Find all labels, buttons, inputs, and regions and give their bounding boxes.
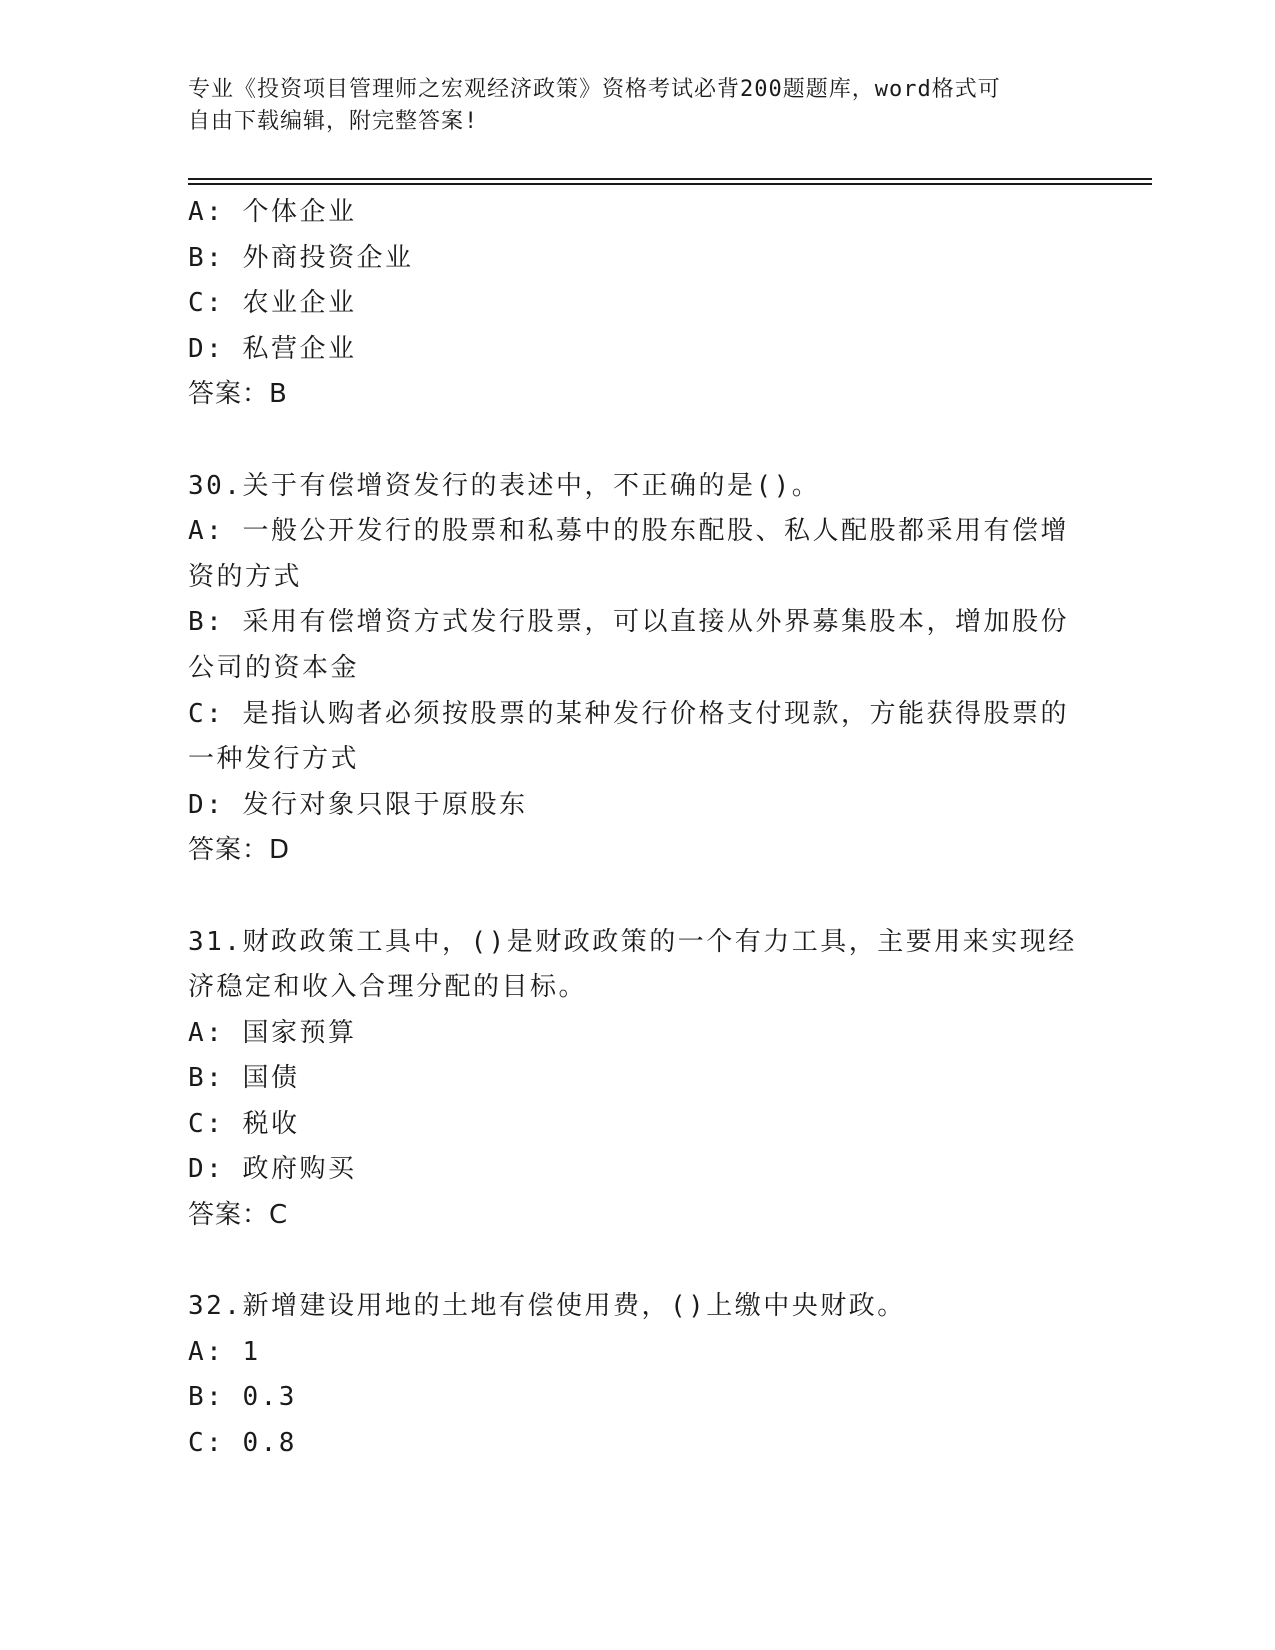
question-31-block [188,920,1088,1239]
question-30-block [188,464,1088,874]
option-d: D: 发行对象只限于原股东 [188,789,528,820]
option-d: D: 政府购买 [188,1154,357,1185]
option-a-continued: 资的方式 [188,561,303,592]
question-29-block [188,190,1088,418]
option-b: B: 采用有偿增资方式发行股票，可以直接从外界募集股本，增加股份 [188,607,1069,638]
option-c-continued: 一种发行方式 [188,744,360,775]
option-c: C: 是指认购者必须按股票的某种发行价格支付现款，方能获得股票的 [188,698,1069,729]
spacer [188,418,1088,464]
question-text-continued: 济稳定和收入合理分配的目标。 [188,972,588,1003]
option-b: B: 0.3 [188,1382,297,1413]
option-b-continued: 公司的资本金 [188,652,360,683]
option-d: D: 私营企业 [188,333,357,364]
document-header [188,74,1068,138]
option-b: B: 外商投资企业 [188,242,414,273]
spacer [188,1239,1088,1285]
header-line-1: 专业《投资项目管理师之宏观经济政策》资格考试必背200题题库，word格式可 [188,77,1001,102]
question-text: 30.关于有偿增资发行的表述中，不正确的是()。 [188,470,821,501]
option-c: C: 农业企业 [188,288,357,319]
answer-line: 答案：C [188,1200,289,1231]
option-c: C: 税收 [188,1108,300,1139]
question-text: 31.财政政策工具中，()是财政政策的一个有力工具，主要用来实现经 [188,926,1077,957]
spacer [188,874,1088,920]
question-32-block [188,1284,1088,1466]
option-a: A: 个体企业 [188,197,357,227]
answer-line: 答案：B [188,379,288,410]
header-line-2: 自由下载编辑，附完整答案! [188,109,479,134]
option-a: A: 1 [188,1336,261,1367]
header-divider-bottom [188,183,1152,185]
question-text: 32.新增建设用地的土地有偿使用费，()上缴中央财政。 [188,1291,906,1322]
option-c: C: 0.8 [188,1428,297,1459]
question-list [188,190,1088,1467]
header-divider-top [188,178,1152,180]
answer-line: 答案：D [188,835,291,866]
option-a: A: 国家预算 [188,1017,357,1048]
option-a: A: 一般公开发行的股票和私募中的股东配股、私人配股都采用有偿增 [188,516,1069,547]
option-b: B: 国债 [188,1063,300,1094]
